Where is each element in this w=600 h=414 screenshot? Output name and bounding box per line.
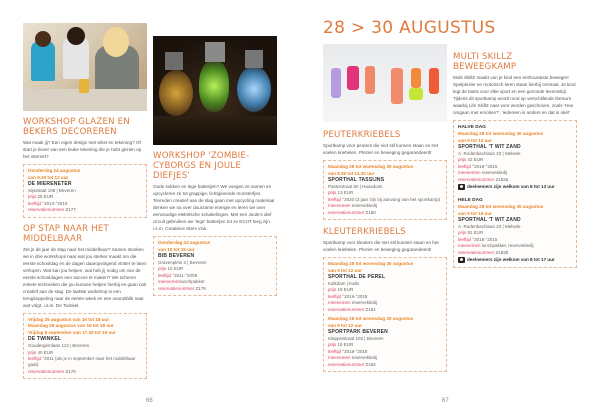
page-number-right: 67 <box>442 398 449 404</box>
full-day-section <box>458 197 572 264</box>
peuterkriebels-info-box <box>323 160 447 220</box>
date: Maandag 28 tot woensdag 30 augustus <box>328 164 414 169</box>
welcome-text: deelnemers zijn welkom van 8 tot 13 uur <box>467 184 555 190</box>
price: 25 EUR <box>37 194 54 200</box>
price-label: prijs <box>458 157 467 163</box>
address: Pastorstraat 50 | Haasdonk <box>328 183 383 189</box>
venue: DE MIERENETER <box>28 181 72 188</box>
column-kriebels <box>323 44 447 372</box>
reservation-label: reservatienummer <box>28 207 65 213</box>
reservation-number: Z183a <box>495 176 509 182</box>
age-row <box>28 356 142 369</box>
address: A. Rodenbachlaan 23 | Melsele <box>458 150 521 156</box>
address: A. Rodenbachlaan 23 | Melsele <box>458 224 521 229</box>
age-label: leeftijd <box>328 293 342 299</box>
bring-label: meenemen <box>158 279 181 285</box>
time: van 9.30 tot 12 uur <box>28 174 69 180</box>
workshop-glass-description: Wat maak jij? Een eigen design met tekst en tekening? Of start je liever van een leuke tekening die je hebt gezien op het internet? <box>23 140 142 159</box>
reservation-row <box>28 207 142 213</box>
zombie-title: WORKSHOP 'ZOMBIE-CYBORGS EN JOULE DIEFJES' <box>153 151 250 181</box>
time: van 9 tot 12 uur <box>328 322 362 328</box>
workshop-glass-info-box <box>23 164 147 218</box>
age-label: leeftijd <box>28 200 42 206</box>
bring: reservekledij <box>351 355 378 361</box>
price-label: prijs <box>458 230 467 236</box>
age: °2018-°2015 <box>472 236 498 242</box>
address: Sijsstraat 108 | Beveren <box>28 187 76 193</box>
price-label: prijs <box>328 287 337 293</box>
price-label: prijs <box>328 342 337 348</box>
bring: reservekledij <box>351 203 378 209</box>
age-label: leeftijd <box>28 356 42 361</box>
time: van 9 tot 12 uur <box>328 267 362 273</box>
age-label: leeftijd <box>458 163 472 169</box>
bring-label: meenemen <box>328 355 351 361</box>
time: van 10 tot 15 uur <box>158 246 195 252</box>
address: Klappeistraat 103 | Beveren <box>328 336 384 342</box>
bring: lunchpakket, reservekledij <box>481 243 534 249</box>
middelbaar-title: OP STAP NAAR HET MIDDELBAAR <box>23 223 109 244</box>
reservation-row <box>28 369 142 375</box>
reservation-label: reservatienummer <box>458 176 495 182</box>
half-day-welcome <box>458 183 572 191</box>
welcome-text: deelnemers zijn welkom van 8 tot 17 uur <box>467 257 555 263</box>
right-page <box>300 0 600 414</box>
clock-icon <box>458 184 465 190</box>
session-perel <box>328 261 442 313</box>
bring: lunchpakket <box>180 279 205 285</box>
zombie-description: Oude sokken en lege batterijen? We voegen ze samen en upcycleren ze tot grappige, lichtgevende monsterfjes. Tevreden creatief aan de slag gaan met upcycling materiaal denken we na over duurzame energie en leren we over eenvoudige elektrische schakelingen. Met een Joule's dief circuit gebruiken we 'lege' batterijen tot ze ECHT leeg zijn. i.s.m. Creatieve Stem vzw. <box>153 184 275 231</box>
time: van 9.30 tot 11.30 uur <box>328 170 375 176</box>
date-3: Vrijdag 8 september van 17.30 tot 19 uur <box>28 329 116 335</box>
age-label: leeftijd <box>458 236 472 242</box>
kleuterkriebels-title: KLEUTERKRIEBELS <box>323 227 406 238</box>
venue: BIB BEVEREN <box>158 253 195 260</box>
price-label: prijs <box>28 349 37 355</box>
age: °2019-°2018 <box>342 348 368 354</box>
half-day-label: HALVE DAG <box>458 125 486 130</box>
full-day-welcome <box>458 256 572 264</box>
bring: reservekledij <box>351 300 378 306</box>
date: Maandag 28 tot woensdag 30 augustus <box>458 131 544 136</box>
price: 81 EUR <box>467 230 484 236</box>
age: °2019-°2018 <box>342 293 368 299</box>
venue: SPORTPARK BEVEREN <box>328 329 388 336</box>
reservation-row <box>328 362 442 368</box>
price-label: prijs <box>328 190 337 196</box>
reservation-number: Z178 <box>65 368 76 374</box>
photo-kids-decorating <box>23 23 147 111</box>
reservation-label: reservatienummer <box>328 361 365 367</box>
reservation-number: Z177 <box>65 207 76 213</box>
photo-dancing-kids <box>323 44 447 122</box>
full-day-label: HELE DAG <box>458 198 483 204</box>
age: °2018-°2015 <box>472 163 498 169</box>
kleuterkriebels-info-box <box>323 257 447 372</box>
bring-label: meenemen <box>328 203 351 209</box>
reservation-label: reservatienummer <box>158 285 195 291</box>
age: °2011-°2009 <box>172 272 198 278</box>
date-range-heading: 28 > 30 AUGUSTUS <box>323 18 496 38</box>
price: 19 EUR <box>337 342 354 348</box>
time: van 9 tot 16 uur <box>458 210 492 216</box>
age-label: leeftijd <box>328 196 342 202</box>
date-1: Vrijdag 25 augustus van 16 tot 18 uur <box>28 316 110 322</box>
venue: SPORTHAL 'T WIT ZAND <box>458 217 521 224</box>
workshop-glass-title: WORKSHOP GLAZEN EN BEKERS DECOREREN <box>23 117 130 137</box>
date-2: Maandag 28 augustus van 16 tot 18 uur <box>28 323 114 329</box>
reservation-number: Z183b <box>495 249 509 255</box>
age: °2013-°2010 <box>42 200 68 206</box>
reservation-row <box>158 286 272 292</box>
bring-label: meenemen <box>458 170 481 176</box>
kleuterkriebels-description: Sportkamp voor kleuters die niet stil kunnen staan en het voelen kriebelen. Plezier en beweging gegarandeerd! <box>323 240 439 253</box>
reservation-label: reservatienummer <box>458 249 495 255</box>
venue: SPORTHAL 'T WIT ZAND <box>458 144 521 151</box>
bring: reservekledij <box>481 170 508 176</box>
price: 13 EUR <box>337 190 354 196</box>
date: Donderdag 24 augustus <box>28 168 81 173</box>
reservation-label: reservatienummer <box>328 209 365 215</box>
age: °2011 (als je in september naar het middelbaar gaat) <box>28 356 136 368</box>
age-label: leeftijd <box>328 348 342 354</box>
age: °2020 (3 jaar zijn bij aanvang van het sportkamp) <box>342 196 441 202</box>
address: Kalkdam | Kallo <box>328 281 360 286</box>
clock-icon <box>458 257 465 263</box>
middelbaar-description: Zet je dit jaar de stap naar het middelbaar? Samen stoeken we in drie workshops naar wat jou sterker maakt om die eerste schooldag en de dagen daaropvolgend vlotter te laten verlopen. Wat kan jou helpen, wat heb jij nodig om van de eerste schooldagen een succes te maken? We scheren enkele technieken die jou kunnen helpen hierbij en gaan ook creatief aan de slag. De laatste workshop is een terugkoppeling naar de eerste week en een vooruitblik naar wat volgt. i.s.m. De Twinkel. <box>23 246 147 308</box>
reservation-number: Z179 <box>195 285 206 291</box>
price: 10 EUR <box>167 266 184 272</box>
address: Gravenplein 3 | Beveren <box>158 259 207 265</box>
reservation-row <box>328 210 442 216</box>
session-sportpark <box>328 316 442 368</box>
venue: SPORTHAL TASSIJNS <box>328 177 385 184</box>
column-multiskillz <box>453 52 577 268</box>
column-glass-middelbaar <box>23 23 147 379</box>
venue: SPORTHAL DE PEREL <box>328 274 386 281</box>
zombie-info-box <box>153 236 277 296</box>
age-label: leeftijd <box>158 272 172 278</box>
bring-label: meenemen <box>458 243 481 249</box>
half-day-section <box>458 124 572 191</box>
reservation-number: Z181 <box>365 306 376 312</box>
price-label: prijs <box>158 266 167 272</box>
date: Maandag 28 tot woensdag 30 augustus <box>328 316 414 322</box>
date: Maandag 28 tot woensdag 30 augustus <box>328 261 414 267</box>
price-label: prijs <box>28 194 37 200</box>
reservation-label: reservatienummer <box>28 368 65 374</box>
multiskillz-info-box <box>453 120 577 268</box>
multiskillz-title: MULTI SKILLZ BEWEEGKAMP <box>453 52 517 72</box>
reservation-number: Z182 <box>365 361 376 367</box>
date: Maandag 28 tot woensdag 30 augustus <box>458 204 544 210</box>
bring-label: meenemen <box>328 300 351 306</box>
peuterkriebels-title: PEUTERKRIEBELS <box>323 130 401 140</box>
multiskillz-description: Multi SkillZ maakt van je kind een enthousiaste beweger! Spelplezier en motorisch leren staan hierbij centraal. Je kind legt de basis voor elke sport en een gezonde levensstijl. Tijdens dit sportkamp wordt rond op verschillende thema's waarbij Life SkillZ naar voor worden geschoven, zoals 'Hoe omgaan met emoties?', 'iedereen is anders en dat is oké!' <box>453 75 576 115</box>
column-zombie <box>153 36 277 296</box>
date: Donderdag 24 augustus <box>158 240 211 245</box>
page-number-left: 66 <box>146 398 153 404</box>
time: van 9 tot 12 uur <box>458 137 492 143</box>
reservation-number: Z180 <box>365 209 376 215</box>
reservation-label: reservatienummer <box>328 306 365 312</box>
peuterkriebels-description: Sportkamp voor peuters die niet stil kunnen staan en het voelen kriebelen. Plezier en beweging gegarandeerd! <box>323 143 438 155</box>
price: 42 EUR <box>467 157 484 163</box>
venue: DE TWINKEL <box>28 336 62 343</box>
price: 19 EUR <box>337 287 354 293</box>
address: Goudergemlaan 113 | Beveren <box>28 343 90 349</box>
photo-light-bulbs <box>153 36 277 145</box>
price: 40 EUR <box>37 349 54 355</box>
middelbaar-info-box <box>23 313 147 380</box>
